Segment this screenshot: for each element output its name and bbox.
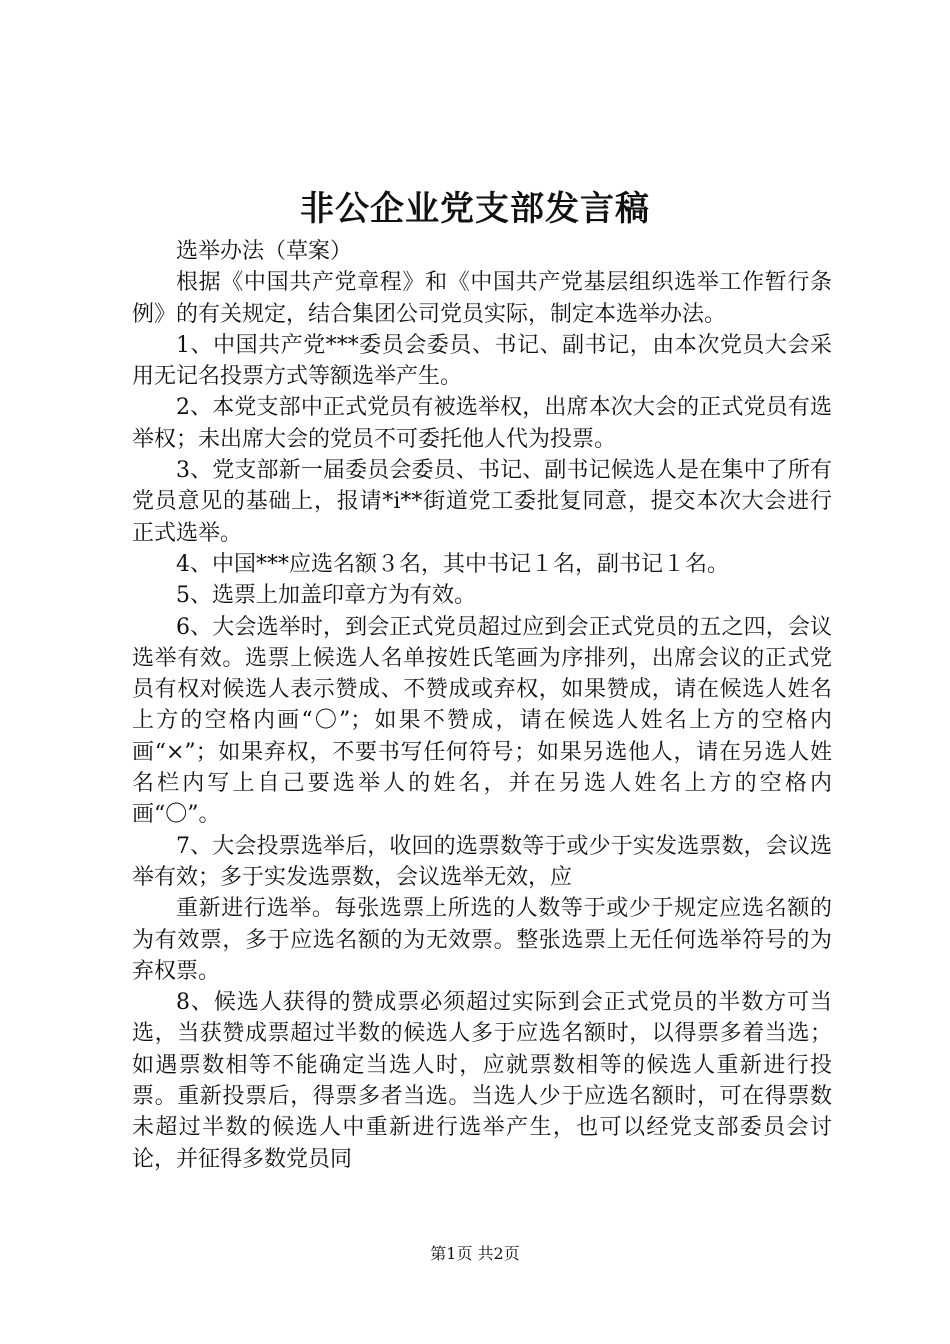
paragraph: 根据《中国共产党章程》和《中国共产党基层组织选举工作暂行条例》的有关规定，结合集团公司党员实际，制定本选举办法。 — [132, 270, 832, 327]
section-heading: 选举办法（草案） — [176, 239, 353, 264]
paragraph: 2、本党支部中正式党员有被选举权，出席本次大会的正式党员有选举权；未出席大会的党员不可委托他人代为投票。 — [132, 395, 832, 452]
page-title: 非公企业党支部发言稿 — [300, 189, 650, 229]
page-number: 第1页 共2页 — [430, 1244, 520, 1263]
paragraph: 8、候选人获得的赞成票必须超过实际到会正式党员的半数方可当选，当获赞成票超过半数的候选人多于应选名额时，以得票多着当选；如遇票数相等不能确定当选人时，应就票数相等的候选人重新进行投票。重新投票后，得票多者当选。当选人少于应选名额时，可在得票数未超过半数的候选人中重新进行选举产生，也可以经党支部委员会讨论，并征得多数党员同 — [132, 990, 832, 1172]
paragraph: 重新进行选举。每张选票上所选的人数等于或少于规定应选名额的为有效票，多于应选名额的为无效票。整张选票上无任何选举符号的为弃权票。 — [132, 896, 832, 984]
paragraph: 6、大会选举时，到会正式党员超过应到会正式党员的五之四，会议选举有效。选票上候选人名单按姓氏笔画为序排列，出席会议的正式党员有权对候选人表示赞成、不赞成或弃权，如果赞成，请在候选人姓名上方的空格内画“〇”；如果不赞成，请在候选人姓名上方的空格内画“×”；如果弃权，不要书写任何符号；如果另选他人，请在另选人姓名栏内写上自己要选举人的姓名，并在另选人姓名上方的空格内画“〇”。 — [132, 614, 832, 828]
document-body — [132, 236, 832, 1175]
paragraph: 1、中国共产党***委员会委员、书记、副书记，由本次党员大会采用无记名投票方式等额选举产生。 — [132, 332, 832, 390]
paragraph: 7、大会投票选举后，收回的选票数等于或少于实发选票数，会议选举有效；多于实发选票数，会议选举无效，应 — [132, 833, 832, 890]
paragraph: 3、党支部新一届委员会委员、书记、副书记候选人是在集中了所有党员意见的基础上，报请*i**街道党工委批复同意，提交本次大会进行正式选举。 — [132, 458, 832, 546]
paragraph: 5、选票上加盖印章方为有效。 — [176, 583, 476, 609]
paragraph: 4、中国***应选名额３名，其中书记１名，副书记１名。 — [176, 551, 729, 577]
